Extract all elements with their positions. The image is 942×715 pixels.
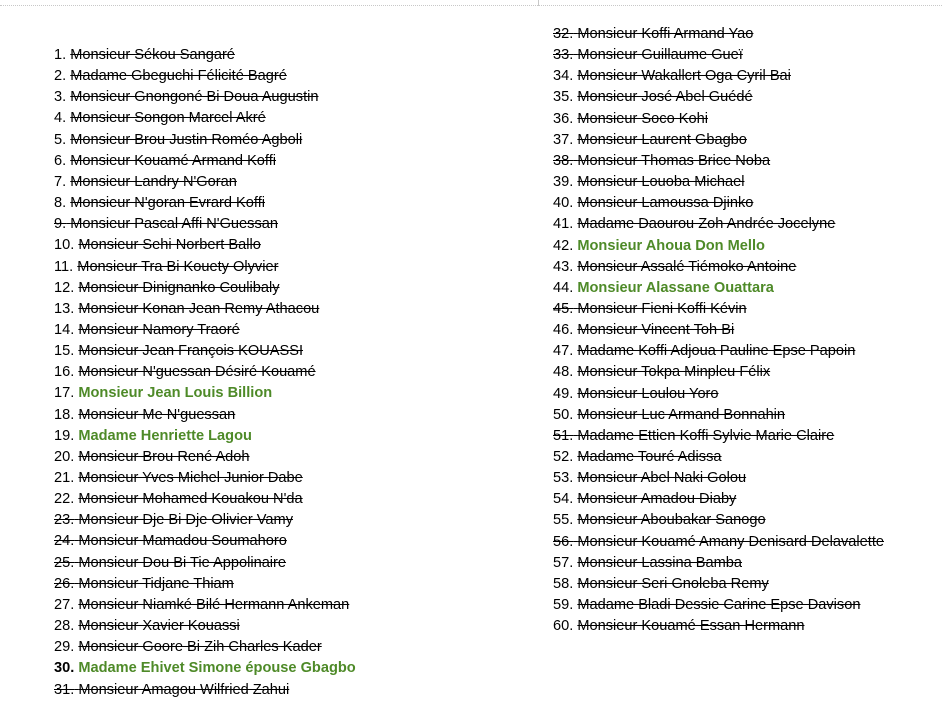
candidate-name: Monsieur Sehi Norbert Ballo	[78, 237, 261, 254]
candidate-number: 15.	[54, 343, 75, 360]
candidate-line	[54, 195, 265, 211]
candidate-number: 1.	[54, 47, 67, 63]
candidate-entry	[54, 363, 316, 381]
candidate-line	[553, 280, 774, 296]
candidate-entry	[553, 617, 804, 635]
candidate-name: Monsieur Gnongoné Bi Doua Augustin	[70, 89, 319, 106]
candidate-name: Madame Ehivet Simone épouse Gbagbo	[78, 660, 356, 677]
candidate-line	[553, 301, 747, 317]
candidate-number: 46.	[553, 322, 574, 339]
candidate-line	[553, 322, 734, 338]
candidate-name: Monsieur N'guessan Désiré Kouamé	[78, 364, 316, 381]
candidate-entry	[54, 596, 349, 614]
candidate-entry	[54, 173, 237, 191]
candidate-entry	[54, 279, 280, 297]
candidate-entry	[553, 363, 770, 381]
candidate-line	[54, 576, 234, 592]
candidate-number: 38.	[553, 152, 574, 169]
candidate-entry	[553, 596, 860, 614]
candidate-name: Monsieur Abel Naki Golou	[577, 470, 747, 487]
candidate-line	[54, 597, 349, 613]
candidate-line	[553, 534, 884, 550]
candidate-line	[54, 343, 303, 359]
candidate-number: 37.	[553, 131, 574, 148]
candidate-number: 33.	[553, 47, 574, 64]
candidate-line	[553, 386, 719, 402]
candidate-number: 25.	[54, 554, 75, 571]
candidate-number: 44.	[553, 279, 574, 296]
candidate-name: Monsieur Landry N'Goran	[70, 173, 237, 190]
candidate-name: Monsieur Me N'guessan	[78, 406, 236, 423]
candidate-number: 55.	[553, 512, 574, 529]
candidate-entry	[553, 342, 855, 360]
candidate-number: 54.	[553, 491, 574, 508]
candidate-name: Monsieur Sékou Sangaré	[70, 47, 235, 63]
candidate-name: Monsieur José Abel Guédé	[577, 89, 753, 106]
candidate-name: Monsieur Dou Bi Tie Appolinaire	[78, 554, 287, 571]
candidate-name: Monsieur Amadou Diaby	[577, 491, 737, 508]
candidate-name: Monsieur Tokpa Minpleu Félix	[577, 364, 771, 381]
candidate-entry	[54, 406, 235, 424]
candidate-line	[54, 385, 272, 401]
candidate-number: 7.	[54, 173, 67, 190]
candidate-entry	[553, 490, 736, 508]
candidate-number: 5.	[54, 131, 67, 148]
candidate-entry	[553, 194, 753, 212]
candidate-line	[553, 238, 765, 254]
candidate-name: Monsieur Jean François KOUASSI	[78, 343, 304, 360]
candidate-entry	[553, 321, 734, 339]
candidate-number: 40.	[553, 195, 574, 212]
candidate-entry	[54, 511, 293, 529]
candidate-number: 39.	[553, 174, 574, 191]
candidate-line	[54, 364, 316, 380]
page-top-edge	[0, 0, 942, 6]
candidate-name: Madame Henriette Lagou	[78, 427, 252, 444]
candidate-entry	[54, 532, 287, 550]
candidate-line	[54, 639, 322, 655]
candidate-line	[553, 491, 736, 507]
candidate-line	[553, 174, 744, 190]
candidate-name: Monsieur Amagou Wilfried Zahui	[78, 681, 290, 698]
candidate-number: 18.	[54, 406, 75, 423]
candidate-line	[54, 407, 235, 423]
candidate-entry	[54, 215, 278, 233]
candidate-name: Monsieur Niamké Bilé Hermann Ankeman	[78, 596, 350, 613]
candidate-line	[54, 470, 303, 486]
candidate-line	[553, 364, 770, 380]
candidate-entry	[54, 236, 261, 254]
candidate-number: 31.	[54, 681, 75, 698]
candidate-entry	[54, 681, 289, 699]
candidate-line	[553, 618, 804, 634]
candidate-entry	[553, 25, 753, 43]
candidate-name: Monsieur Louoba Michael	[577, 174, 745, 191]
candidate-entry	[553, 67, 791, 85]
candidate-line	[54, 618, 240, 634]
candidate-entry	[54, 490, 303, 508]
candidate-entry	[54, 194, 265, 212]
candidate-name: Monsieur Konan Jean Remy Athacou	[78, 300, 320, 317]
candidate-number: 60.	[553, 618, 574, 635]
candidate-number: 57.	[553, 554, 574, 571]
candidate-entry	[54, 131, 302, 149]
candidate-name: Monsieur Ahoua Don Mello	[577, 237, 765, 254]
candidate-name: Monsieur Vincent Toh Bi	[577, 322, 735, 339]
candidate-number: 45.	[553, 300, 574, 317]
candidate-name: Madame Koffi Adjoua Pauline Epse Papoin	[577, 343, 856, 360]
candidate-number: 47.	[553, 343, 574, 360]
candidate-number: 34.	[553, 68, 574, 85]
candidate-line	[54, 533, 287, 549]
candidate-name: Monsieur Tidjane Thiam	[78, 575, 234, 592]
candidate-name: Madame Touré Adissa	[577, 449, 722, 465]
candidate-entry	[54, 342, 303, 360]
candidate-number: 2.	[54, 68, 67, 85]
candidate-number: 10.	[54, 237, 75, 254]
candidate-entry	[54, 427, 252, 445]
candidate-entry	[54, 554, 286, 572]
candidate-number: 53.	[553, 470, 574, 487]
candidate-entry	[553, 46, 743, 64]
candidate-entry	[553, 88, 753, 106]
candidate-line	[54, 132, 302, 148]
candidate-line	[553, 597, 860, 613]
candidate-line	[54, 555, 286, 571]
candidate-number: 17.	[54, 385, 75, 402]
candidate-entry	[553, 173, 744, 191]
page-column-divider	[538, 0, 539, 6]
candidate-name: Monsieur Soco Kohi	[577, 110, 708, 127]
candidate-entry	[54, 67, 287, 85]
candidate-line	[54, 491, 303, 507]
candidate-number: 4.	[54, 110, 67, 127]
candidate-name: Madame Ettien Koffi Sylvie Marie Claire	[577, 427, 835, 444]
candidate-number: 49.	[553, 385, 574, 402]
candidate-line	[54, 512, 293, 528]
candidate-entry	[54, 617, 240, 635]
candidate-number: 28.	[54, 618, 75, 635]
candidate-entry	[54, 46, 235, 64]
candidate-line	[553, 132, 747, 148]
candidate-entry	[54, 638, 322, 656]
candidate-line	[54, 660, 356, 676]
candidate-name: Madame Bladi Dessie Carine Epse Davison	[577, 597, 861, 614]
candidate-number: 30.	[54, 660, 75, 677]
candidate-number: 35.	[553, 89, 574, 106]
candidate-entry	[54, 575, 234, 593]
candidate-name: Monsieur Kouamé Essan Hermann	[577, 618, 805, 635]
candidate-number: 3.	[54, 89, 67, 106]
candidate-entry	[553, 131, 747, 149]
candidate-line	[553, 216, 835, 232]
candidate-entry	[54, 448, 250, 466]
candidate-name: Monsieur Namory Traoré	[78, 321, 240, 338]
candidate-number: 23.	[54, 512, 75, 529]
candidate-entry	[553, 406, 785, 424]
candidate-name: Monsieur Dje Bi Dje Olivier Vamy	[78, 512, 293, 529]
candidate-name: Monsieur Koffi Armand Yao	[577, 26, 754, 42]
candidate-entry	[54, 321, 240, 339]
candidate-line	[54, 428, 252, 444]
candidate-line	[553, 111, 708, 127]
candidate-name: Monsieur Kouamé Amany Denisard Delavalette	[577, 533, 884, 550]
candidate-number: 22.	[54, 491, 75, 508]
candidate-name: Monsieur Lamoussa Djinko	[577, 195, 754, 212]
candidate-line	[553, 47, 743, 63]
candidate-number: 50.	[553, 406, 574, 423]
candidate-entry	[553, 427, 834, 445]
candidate-name: Monsieur Aboubakar Sanogo	[577, 512, 766, 529]
candidate-line	[553, 576, 769, 592]
candidate-number: 43.	[553, 258, 574, 275]
candidate-line	[553, 68, 791, 84]
candidate-name: Monsieur N'goran Evrard Koffi	[70, 195, 265, 212]
candidate-line	[54, 682, 289, 698]
candidate-number: 36.	[553, 110, 574, 127]
candidate-entry	[553, 554, 742, 572]
candidate-line	[54, 47, 235, 63]
candidate-number: 9.	[54, 216, 67, 233]
candidate-name: Monsieur Fieni Koffi Kévin	[577, 300, 747, 317]
candidate-entry	[54, 152, 276, 170]
candidate-number: 13.	[54, 300, 75, 317]
candidate-name: Madame Daourou Zoh Andrée Jocelyne	[577, 216, 836, 233]
candidate-number: 24.	[54, 533, 75, 550]
candidate-line	[553, 428, 834, 444]
candidate-entry	[553, 469, 746, 487]
candidate-entry	[553, 575, 769, 593]
candidate-entry	[553, 448, 722, 466]
candidate-line	[553, 555, 742, 571]
candidate-line	[54, 449, 250, 465]
candidate-entry	[553, 152, 770, 170]
candidate-entry	[54, 258, 278, 276]
candidate-number: 42.	[553, 237, 574, 254]
candidate-name: Monsieur Brou Justin Roméo Agboli	[70, 131, 303, 148]
candidate-line	[54, 237, 261, 253]
candidate-entry	[553, 258, 796, 276]
candidate-line	[54, 322, 240, 338]
candidate-line	[553, 26, 753, 42]
candidate-number: 52.	[553, 449, 574, 465]
candidate-name: Monsieur Wakallcrt Oga Cyril Bai	[577, 68, 791, 85]
candidate-number: 59.	[553, 597, 574, 614]
candidate-number: 19.	[54, 427, 75, 444]
candidate-line	[553, 470, 746, 486]
candidate-line	[553, 153, 770, 169]
candidate-line	[54, 259, 278, 275]
candidate-entry	[553, 279, 774, 297]
candidate-name: Monsieur Dinignanko Coulibaly	[78, 279, 280, 296]
candidate-name: Monsieur Alassane Ouattara	[577, 279, 774, 296]
candidate-line	[553, 89, 753, 105]
candidate-name: Monsieur Mamadou Soumahoro	[78, 533, 287, 550]
candidate-number: 51.	[553, 427, 574, 444]
candidate-name: Monsieur Guillaume Gueï	[577, 47, 743, 64]
candidate-entry	[553, 215, 835, 233]
candidate-name: Monsieur Mohamed Kouakou N'da	[78, 491, 303, 508]
candidate-number: 14.	[54, 321, 75, 338]
candidate-line	[553, 512, 766, 528]
candidate-line	[54, 174, 237, 190]
candidate-line	[553, 449, 722, 465]
candidate-number: 8.	[54, 195, 67, 212]
candidate-number: 29.	[54, 639, 75, 656]
candidate-entry	[54, 384, 272, 402]
candidate-line	[54, 301, 319, 317]
candidate-name: Madame Gbeguchi Félicité Bagré	[70, 68, 287, 85]
candidate-name: Monsieur Kouamé Armand Koffi	[70, 152, 277, 169]
candidate-name: Monsieur Brou René Adoh	[78, 448, 250, 465]
candidate-entry	[553, 300, 747, 318]
candidate-entry	[553, 385, 719, 403]
candidate-line	[54, 216, 278, 232]
candidate-line	[553, 343, 855, 359]
candidate-entry	[54, 300, 319, 318]
candidate-name: Monsieur Laurent Gbagbo	[577, 131, 747, 148]
candidate-number: 11.	[54, 258, 74, 275]
candidate-line	[553, 407, 785, 423]
candidate-line	[54, 110, 266, 126]
candidate-line	[553, 259, 796, 275]
candidate-name: Monsieur Assalé Tiémoko Antoine	[577, 258, 797, 275]
candidate-name: Monsieur Pascal Affi N'Guessan	[70, 216, 278, 233]
candidate-line	[54, 153, 276, 169]
candidate-number: 16.	[54, 364, 75, 381]
candidate-entry	[553, 237, 765, 255]
candidate-line	[54, 68, 287, 84]
candidate-entry	[553, 533, 884, 551]
candidate-line	[54, 280, 280, 296]
candidate-name: Monsieur Xavier Kouassi	[78, 618, 240, 635]
candidate-entry	[54, 659, 356, 677]
candidate-name: Monsieur Songon Marcel Akré	[70, 110, 266, 127]
candidate-name: Monsieur Jean Louis Billion	[78, 385, 273, 402]
candidate-entry	[54, 469, 303, 487]
candidate-name: Monsieur Seri Gnoleba Remy	[577, 575, 769, 592]
candidate-entry	[54, 109, 266, 127]
candidate-number: 6.	[54, 152, 67, 169]
candidate-number: 41.	[553, 216, 574, 233]
candidate-name: Monsieur Goore Bi Zih Charles Kader	[78, 639, 322, 656]
candidate-number: 27.	[54, 596, 75, 613]
candidate-name: Monsieur Yves Michel Junior Dabe	[78, 470, 303, 486]
candidate-number: 58.	[553, 575, 574, 592]
candidate-line	[54, 89, 319, 105]
candidate-name: Monsieur Tra Bi Kouety Olyvier	[77, 258, 279, 275]
candidate-number: 56.	[553, 533, 574, 550]
candidate-name: Monsieur Thomas Brice Noba	[577, 152, 771, 169]
candidate-entry	[54, 88, 319, 106]
candidate-number: 21.	[54, 470, 75, 486]
candidate-name: Monsieur Luc Armand Bonnahin	[577, 406, 786, 423]
candidate-line	[553, 195, 753, 211]
candidate-name: Monsieur Lassina Bamba	[577, 554, 743, 571]
candidate-number: 26.	[54, 575, 75, 592]
candidate-number: 48.	[553, 364, 574, 381]
candidate-number: 20.	[54, 448, 75, 465]
candidate-number: 12.	[54, 279, 75, 296]
candidate-number: 32.	[553, 26, 574, 42]
candidate-entry	[553, 110, 708, 128]
candidate-name: Monsieur Loulou Yoro	[577, 385, 719, 402]
candidate-entry	[553, 511, 766, 529]
